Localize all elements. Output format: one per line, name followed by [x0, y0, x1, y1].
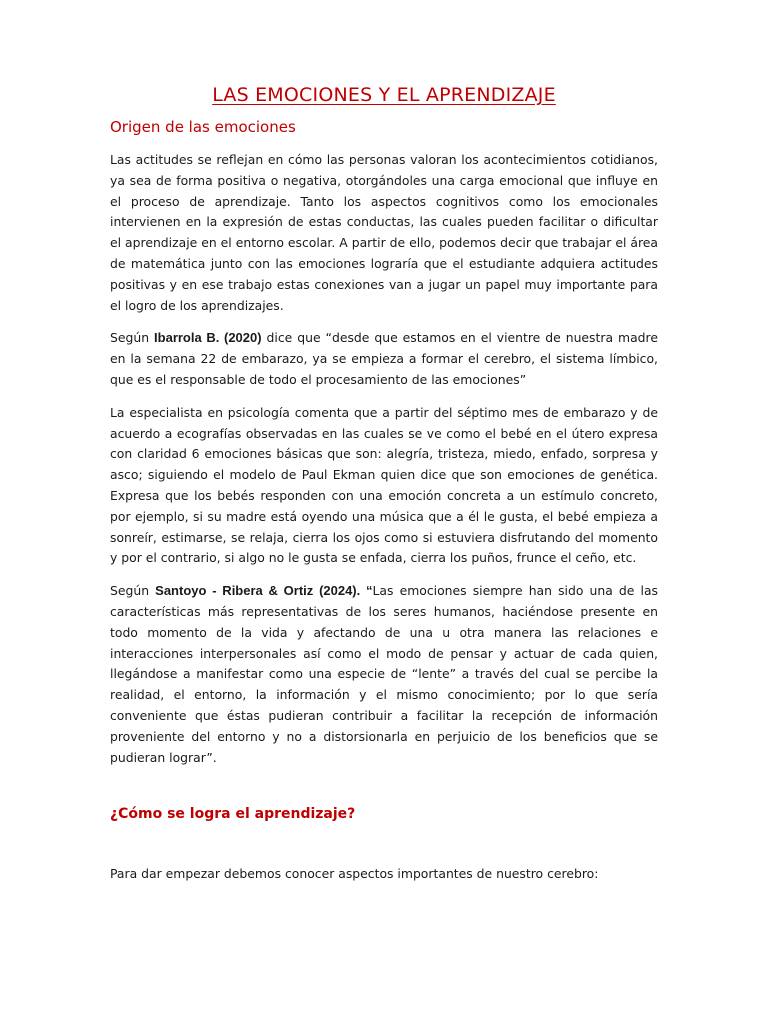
spacer	[110, 836, 658, 864]
spacer	[110, 780, 658, 806]
paragraph-4-prefix: Según	[110, 583, 156, 599]
paragraph-5: Para dar empezar debemos conocer aspectos importantes de nuestro cerebro:	[110, 866, 599, 882]
document-title: LAS EMOCIONES Y EL APRENDIZAJE	[212, 84, 556, 106]
paragraph-4-text: Las emociones siempre han sido una de las características más representativas de los seres humanos, haciéndose presente en todo momento de la vida y afectando de una u otra manera las relaciones e interacciones interpersonales así como el modo de pensar y actuar de cada quien, llegándose a manifestar como una especie de “lente” a través del cual se percibe la realidad, el entorno, la información y el mismo conocimiento; por lo que sería conveniente que éstas pudieran contribuir a facilitar la recepción de información proveniente del entorno y no a distorsionarla en perjuicio de los beneficios que se pudieran lograr”.	[110, 583, 659, 765]
document-page	[110, 84, 658, 897]
paragraph-2	[110, 328, 658, 390]
section-heading-origen: Origen de las emociones	[110, 118, 296, 136]
section-heading-aprendizaje: ¿Cómo se logra el aprendizaje?	[110, 806, 356, 823]
paragraph-4	[110, 581, 658, 768]
paragraph-2-text: dice que “desde que estamos en el vientre de nuestra madre en la semana 22 de embarazo, ya se empieza a formar el cerebro, el sistema límbico, que es el responsable de todo el procesamiento de las emociones”	[110, 330, 658, 387]
citation-santoyo: Santoyo - Ribera & Ortiz (2024). “	[155, 583, 373, 599]
citation-ibarrola: Ibarrola B. (2020)	[154, 330, 262, 346]
paragraph-2-prefix: Según	[110, 330, 155, 346]
paragraph-1: Las actitudes se reflejan en cómo las personas valoran los acontecimientos cotidianos, ya sea de forma positiva o negativa, otorgándoles una carga emocional que influye en el proceso de aprendizaje. Tanto los aspectos cognitivos como los emocionales intervienen en la expresión de estas conductas, las cuales pueden facilitar o dificultar el aprendizaje en el entorno escolar. A partir de ello, podemos decir que trabajar el área de matemática junto con las emociones lograría que el estudiante adquiera actitudes positivas y en ese trabajo estas conexiones van a jugar un papel muy importante para el logro de los aprendizajes.	[110, 152, 658, 313]
paragraph-3: La especialista en psicología comenta que a partir del séptimo mes de embarazo y de acuerdo a ecografías observadas en las cuales se ve como el bebé en el útero expresa con claridad 6 emociones básicas que son: alegría, tristeza, miedo, enfado, sorpresa y asco; siguiendo el modelo de Paul Ekman quien dice que son emociones de genética. Expresa que los bebés responden con una emoción concreta a un estímulo concreto, por ejemplo, si su madre está oyendo una música que a él le gusta, el bebé empieza a sonreír, estimarse, se relaja, cierra los ojos como si estuviera disfrutando del momento y por el contrario, si algo no le gusta se enfada, cierra los puños, frunce el ceño, etc.	[110, 404, 658, 566]
